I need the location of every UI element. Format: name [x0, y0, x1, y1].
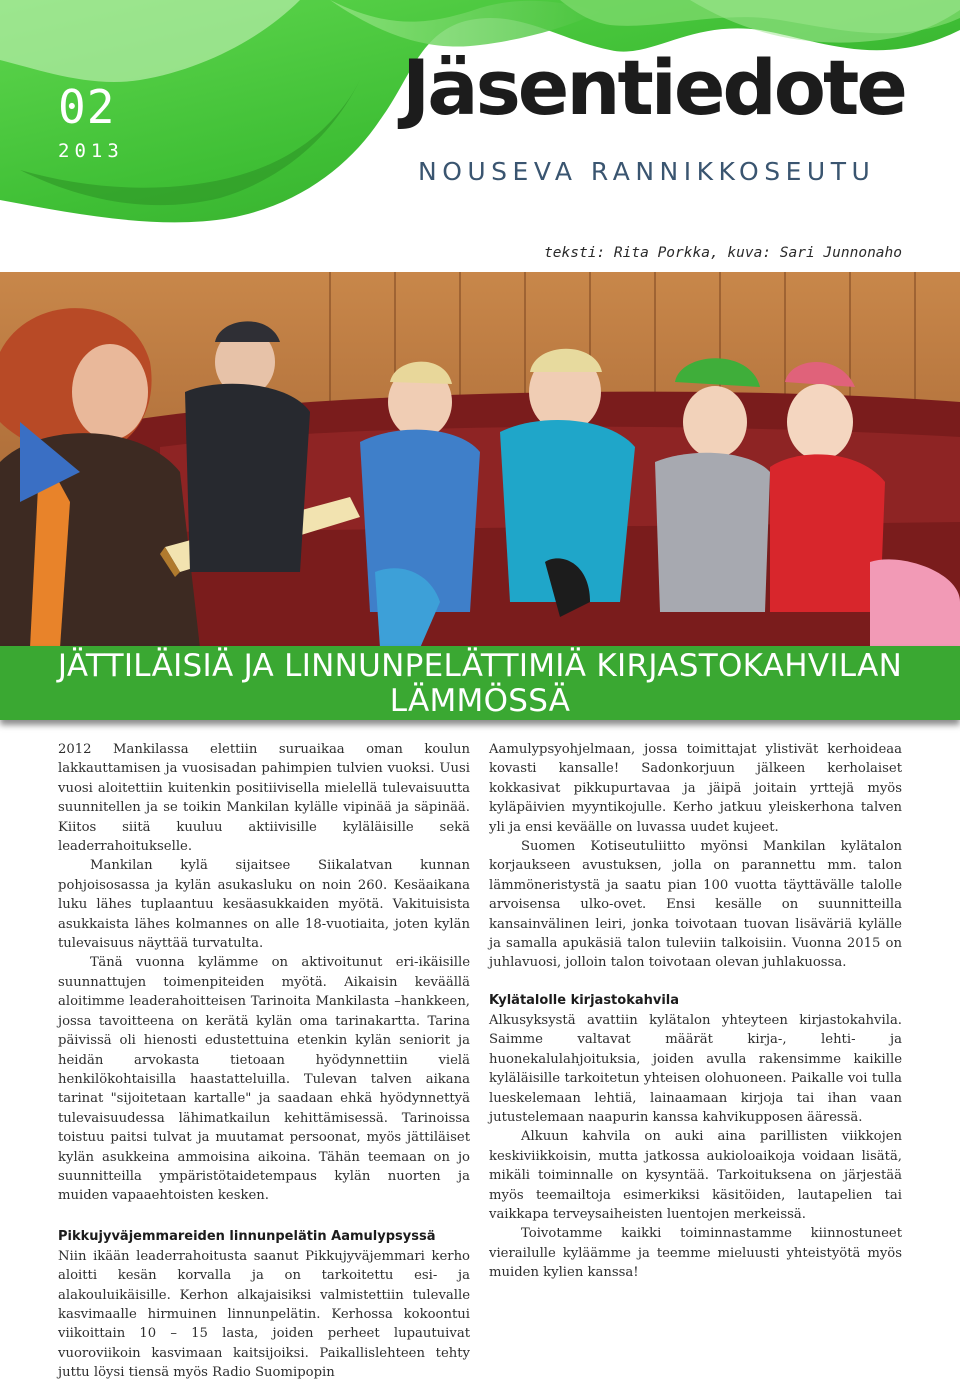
headline-line-1: JÄTTILÄISIÄ JA LINNUNPELÄTTIMIÄ KIRJASTOKAHVILAN [57, 648, 903, 684]
masthead [0, 0, 960, 270]
paragraph: Mankilan kylä sijaitsee Siikalatvan kunnan pohjoisosassa ja kylän asukasluku on noin 260. Kesäaikana luku lähes tuplaantuu kesäasukkaiden myötä. Vakituisista asukkaista lähes kolmannes on alle 18-vuotiaita, joten kylän tulevaisuus näyttää turvatulta. [58, 858, 470, 952]
article-photo [0, 272, 960, 648]
publication-subtitle: NOUSEVA RANNIKKOSEUTU [418, 157, 876, 186]
right-column [489, 740, 902, 1283]
paragraph: Tänä vuonna kylämme on aktivoitunut eri-ikäisille suunnattujen toimenpiteiden myötä. Aikaisin keväällä aloitimme leaderahoitteisen Tarinoita Mankilasta –hankkeen, jossa tavoitteena on kerätä kylän oma tarinakartta. Tarina päivissä oli hienosti edustettuina etenkin kylän seniorit ja heidän arvokasta tietoaan hyödynnettiin vielä henkilökohtaisilla haastatteluilla. Tulevan talven aikana tarinat "sijoitetaan kartalle" ja saadaan ehkä hyödynnettyä tulevaisuudessa lähimatkailun kehittämisessä. Tarinoissa toistuu paitsi tulvat ja muutamat persoonat, myös jättiläiset kylän asukkeina ammoisina aikoina. Tähän teemaan on jo suunnitteilla ympäristötaidetempaus kylän nuorten ja muiden vapaaehtoisten kesken. [58, 955, 470, 1204]
paragraph: Suomen Kotiseutuliitto myönsi Mankilan kylätalon korjaukseen avustuksen, jolla on parannettu mm. talon lämmöneristystä ja saatu pian 100 vuotta täyttävälle talolle arvoisensa ulko-ovet. Ensi kesälle on suunnitteilla kansainvälinen leiri, jonka toivotaan tuovan lisäväriä kylälle ja samalla apukäsiä talon tuleviin talkoisiin. Vuonna 2015 on juhlavuosi, jolloin talon toivotaan olevan juhlakuossa. [489, 839, 902, 971]
section-heading: Kylätalolle kirjastokahvila [489, 992, 680, 1008]
paragraph: Aamulypsyohjelmaan, jossa toimittajat ylistivät kerhoideaa kovasti kansalle! Sadonkorjuun jälkeen kerholaiset kokkasivat pikkupurtavaa ja jäipä joitain yrttejä myös kyläpäivien myyntikojulle. Kerho jatkuu yleiskerhona talven yli ja ensi keväälle on luvassa uudet kujeet. [489, 742, 902, 835]
headline-banner [0, 646, 960, 720]
paragraph: Alkusyksystä avattiin kylätalon yhteyteen kirjastokahvila. Saimme valtavat määrät kirja-, lehti- ja huonekalulahjoituksia, joiden avulla rakensimme kaikille kyläläisille tarkoitetun yhteisen olohuoneen. Paikalle voi tulla lueskelemaan lehtiä, lainaamaan kirjoja tai ihan vaan jutustelemaan naapurin kanssa kahvikupposen ääressä. [489, 1012, 902, 1125]
paragraph: Toivotamme kaikki toiminnastamme kiinnostuneet vierailulle kyläämme ja teemme mieluusti yhteistyötä myös muiden kylien kanssa! [489, 1226, 902, 1281]
paragraph: Alkuun kahvila on auki aina parillisten viikkojen keskiviikkoisin, mutta jatkossa aukioloaikoja voidaan lisätä, mikäli toiminnalle on kysyntää. Tarkoituksena on järjestää myös teemailtoja esimerkiksi käsitöiden, lautapelien tai vaikkapa terveysaiheisten luentojen merkeissä. [489, 1129, 902, 1222]
issue-year: 2013 [58, 140, 124, 162]
issue-number: 02 [58, 80, 116, 134]
headline-line-2: LÄMMÖSSÄ [389, 683, 571, 719]
publication-title: Jäsentiedote [402, 43, 905, 132]
article-credit: teksti: Rita Porkka, kuva: Sari Junnonaho [544, 245, 902, 261]
section-heading: Pikkujyväjemmareiden linnunpelätin Aamulypsyssä [58, 1228, 436, 1244]
paragraph: 2012 Mankilassa elettiin suruaikaa oman koulun lakkauttamisen ja vuosisadan pahimpien tulvien vuoksi. Uusi vuosi aloitettiin kuitenkin positiivisella mielellä tulevaisuutta suunnitellen ja se toikin Mankilan kylälle vipinää ja säpinää. Kiitos siitä kuuluu aktiivisille kyläläisille sekä leaderrahoitukselle. [58, 742, 470, 855]
paragraph: Niin ikään leaderrahoitusta saanut Pikkujyväjemmari kerho aloitti kesän korvalla ja on tarkoitettu esi- ja alakouluikäisille. Kerhon alkajaisiksi valmistettiin tulevalle kasvimaalle hirmuinen linnunpelätin. Kerhossa kokoontui viikoittain 10 – 15 lasta, joiden perheet lupautuivat vuoroviikoin kasvimaan kaitsijoiksi. Paikallislehteen tehty juttu löysi tiensä myös Radio Suomipopin [58, 1248, 470, 1381]
left-column [58, 740, 470, 1383]
